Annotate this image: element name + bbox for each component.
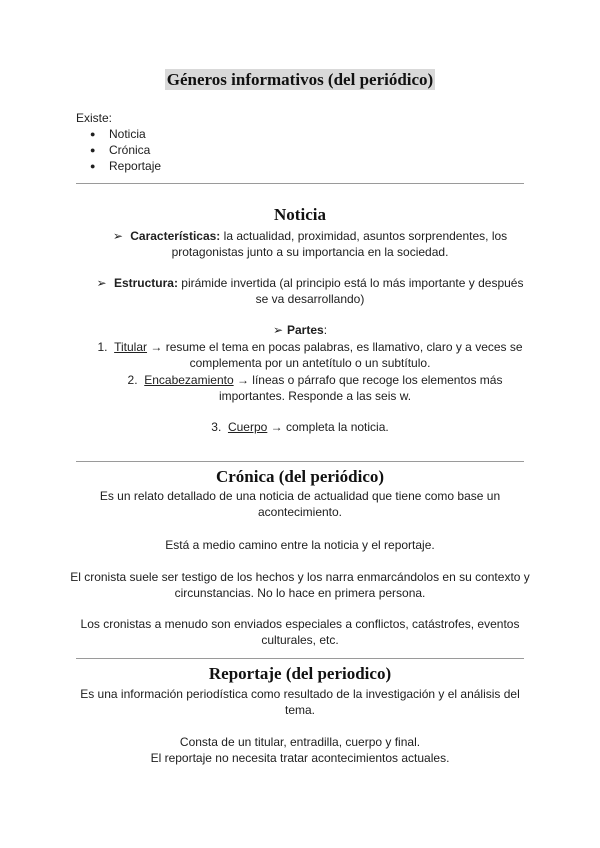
exists-label: Existe: [76, 111, 113, 125]
partes-colon: : [323, 323, 328, 337]
list-item [70, 419, 530, 435]
list-item [85, 339, 535, 371]
reportaje-paragraph: Consta de un titular, entradilla, cuerpo y final. [179, 735, 421, 749]
arrow-bullet-icon: ➢ [272, 323, 283, 337]
part-number: 3. [211, 420, 222, 434]
noticia-estructura [90, 275, 530, 307]
part-term: Encabezamiento [144, 373, 234, 387]
part-number: 2. [127, 373, 138, 387]
section-heading-reportaje: Reportaje (del periodico) [208, 664, 392, 683]
noticia-caracteristicas [100, 228, 520, 260]
arrow-bullet-icon: ➢ [96, 276, 107, 290]
estructura-label: Estructura: [113, 276, 178, 290]
document-title-text: Géneros informativos (del periódico) [166, 70, 434, 89]
caracteristicas-text: la actualidad, proximidad, asuntos sorprendentes, los protagonistas junto a su importancia en la sociedad. [171, 229, 508, 259]
cronica-paragraph: Los cronistas a menudo son enviados especiales a conflictos, catástrofes, eventos culturales, etc. [80, 617, 520, 647]
cronica-paragraph: Está a medio camino entre la noticia y el reportaje. [165, 538, 435, 552]
part-term: Cuerpo [227, 420, 268, 434]
estructura-text: pirámide invertida (al principio está lo más importante y después se va desarrollando) [181, 276, 524, 306]
genres-list [76, 126, 161, 174]
section-heading-cronica: Crónica (del periódico) [215, 467, 385, 486]
part-text: → resume el tema en pocas palabras, es llamativo, claro y a veces se complementa por un antetítulo o un subtítulo. [150, 340, 523, 370]
divider [76, 461, 524, 462]
reportaje-paragraph: El reportaje no necesita tratar acontecimientos actuales. [150, 751, 450, 765]
reportaje-paragraph: Es una información periodística como resultado de la investigación y el análisis del tema. [80, 687, 520, 717]
cronica-paragraph: Es un relato detallado de una noticia de actualidad que tiene como base un acontecimiento. [99, 489, 501, 519]
noticia-partes-heading [70, 322, 530, 338]
part-text: → líneas o párrafo que recoge los elementos más importantes. Responde a las seis w. [218, 373, 503, 403]
cronica-paragraph: El cronista suele ser testigo de los hechos y los narra enmarcándolos en su contexto y circunstancias. No lo hace en primera persona. [70, 570, 530, 600]
document-title [0, 70, 600, 90]
genres-intro [76, 110, 161, 174]
part-term: Titular [114, 340, 148, 354]
divider [76, 183, 524, 184]
section-heading-noticia: Noticia [274, 205, 326, 224]
part-text: → completa la noticia. [270, 420, 389, 434]
partes-label: Partes [287, 323, 324, 337]
arrow-bullet-icon: ➢ [112, 229, 123, 243]
list-item: ● Crónica [109, 142, 161, 158]
list-item: ● Reportaje [109, 158, 161, 174]
caracteristicas-label: Características: [130, 229, 221, 243]
part-number: 1. [97, 340, 108, 354]
list-item: ● Noticia [109, 126, 161, 142]
divider [76, 658, 524, 659]
list-item [115, 372, 515, 404]
